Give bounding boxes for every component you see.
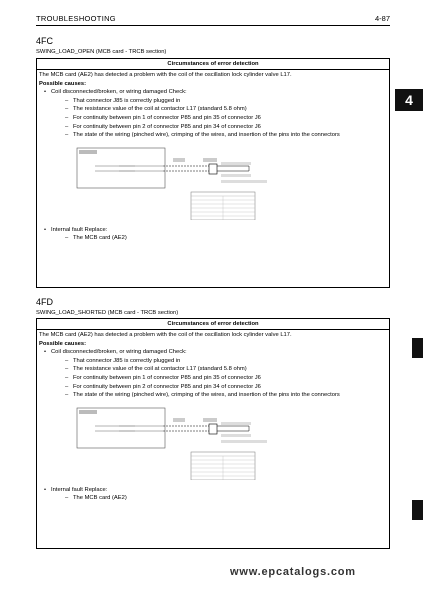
causes-label: Possible causes: [39, 80, 87, 87]
wiring-diagram-image [39, 144, 379, 220]
check-item: – That connector J85 is correctly plugged in [51, 357, 387, 366]
replace-item: – The MCB card (AE2) [51, 234, 387, 243]
wiring-diagram [39, 144, 387, 220]
header-title: TROUBLESHOOTING [36, 14, 116, 23]
check-item: – The state of the wiring (pinched wire), crimping of the wires, and insertion of the pins into the connectors [51, 131, 387, 140]
page-edge-mark [412, 338, 423, 358]
check-item: – The state of the wiring (pinched wire), crimping of the wires, and insertion of the pins into the connectors [51, 391, 387, 400]
table-header: Circumstances of error detection [37, 59, 389, 70]
table-header: Circumstances of error detection [37, 319, 389, 330]
check-item: – The resistance value of the coil at contactor L17 (standard 5.8 ohm) [51, 365, 387, 374]
page-header [36, 14, 390, 24]
check-item: – For continuity between pin 2 of connector P85 and pin 34 of connector J6 [51, 383, 387, 392]
error-name: SWING_LOAD_OPEN (MCB card - TRCB section) [36, 49, 167, 55]
page-number: 4-87 [374, 14, 390, 23]
causes-label: Possible causes: [39, 340, 87, 347]
error-section-4fd [36, 297, 390, 318]
header-divider [36, 25, 390, 26]
check-item: – For continuity between pin 1 of connector P85 and pin 35 of connector J6 [51, 114, 387, 123]
wiring-diagram-image [39, 404, 379, 480]
wiring-diagram [39, 404, 387, 480]
error-table-4fd [36, 318, 390, 549]
error-table-4fc [36, 58, 390, 288]
fault-item: • Internal fault Replace: – The MCB card (AE2) [39, 226, 387, 243]
chapter-tab: 4 [395, 89, 423, 111]
error-section-4fc [36, 36, 390, 57]
error-code: 4FD [36, 297, 54, 307]
error-name: SWING_LOAD_SHORTED (MCB card - TRCB section) [36, 310, 179, 316]
cause-item: • Coil disconnected/broken, or wiring damaged Check: – That connector J85 is correctly plugged in – The resistance value of the coil at contactor L17 (standard 5.8 ohm) – For continuity between pin 1 of connector P85 and pin 35 of connector J6 – For continuity between pin 2 of connector P85 and pin 34 of connector J6 – The state of the wiring (pinched wire), crimping of the wires, and insertion of the pins into the connectors [39, 88, 387, 140]
fault-item: • Internal fault Replace: – The MCB card (AE2) [39, 486, 387, 503]
check-item: – The resistance value of the coil at contactor L17 (standard 5.8 ohm) [51, 105, 387, 114]
error-code: 4FC [36, 36, 54, 46]
page-edge-mark [412, 500, 423, 520]
check-item: – For continuity between pin 2 of connector P85 and pin 34 of connector J6 [51, 123, 387, 132]
watermark-url[interactable]: www.epcatalogs.com [230, 566, 356, 578]
check-item: – That connector J85 is correctly plugged in [51, 97, 387, 106]
detection-text: The MCB card (AE2) has detected a problem with the coil of the oscillation lock cylinder valve L17. [39, 332, 292, 338]
cause-item: • Coil disconnected/broken, or wiring damaged Check: – That connector J85 is correctly plugged in – The resistance value of the coil at contactor L17 (standard 5.8 ohm) – For continuity between pin 1 of connector P85 and pin 35 of connector J6 – For continuity between pin 2 of connector P85 and pin 34 of connector J6 – The state of the wiring (pinched wire), crimping of the wires, and insertion of the pins into the connectors [39, 348, 387, 400]
replace-item: – The MCB card (AE2) [51, 494, 387, 503]
detection-text: The MCB card (AE2) has detected a problem with the coil of the oscillation lock cylinder valve L17. [39, 72, 292, 78]
check-item: – For continuity between pin 1 of connector P85 and pin 35 of connector J6 [51, 374, 387, 383]
